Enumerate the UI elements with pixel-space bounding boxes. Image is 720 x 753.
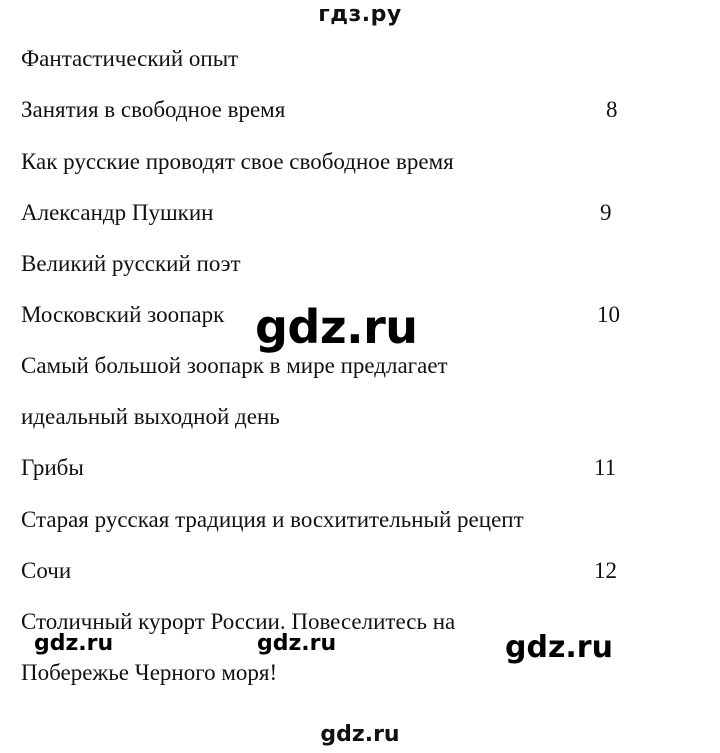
toc-line: Фантастический опыт — [21, 46, 239, 71]
toc-page-number: 8 — [606, 97, 618, 122]
site-footer: gdz.ru — [320, 722, 400, 747]
toc-page-number: 11 — [594, 455, 617, 480]
site-header: гдз.ру — [318, 2, 402, 27]
toc-line: Сочи — [21, 558, 72, 583]
toc-page-number: 10 — [597, 302, 620, 327]
toc-line: Александр Пушкин — [21, 200, 214, 225]
watermark: gdz.ru — [257, 631, 337, 656]
toc-line: Столичный курорт России. Повеселитесь на — [21, 609, 456, 634]
toc-line: Как русские проводят свое свободное время — [21, 149, 454, 174]
toc-line: Самый большой зоопарк в мире предлагает — [21, 353, 448, 378]
toc-line: Московский зоопарк — [21, 302, 225, 327]
toc-line: Грибы — [21, 455, 84, 480]
watermark: gdz.ru — [255, 300, 418, 354]
toc-line: Старая русская традиция и восхитительный рецепт — [21, 507, 524, 532]
toc-page-number: 9 — [600, 200, 612, 225]
toc-line: идеальный выходной день — [21, 404, 280, 429]
watermark: gdz.ru — [34, 631, 114, 656]
watermark: gdz.ru — [505, 630, 613, 665]
toc-page-number: 12 — [594, 558, 617, 583]
toc-line: Великий русский поэт — [21, 251, 241, 276]
toc-line: Занятия в свободное время — [21, 97, 286, 122]
toc-line: Побережье Черного моря! — [21, 660, 278, 685]
